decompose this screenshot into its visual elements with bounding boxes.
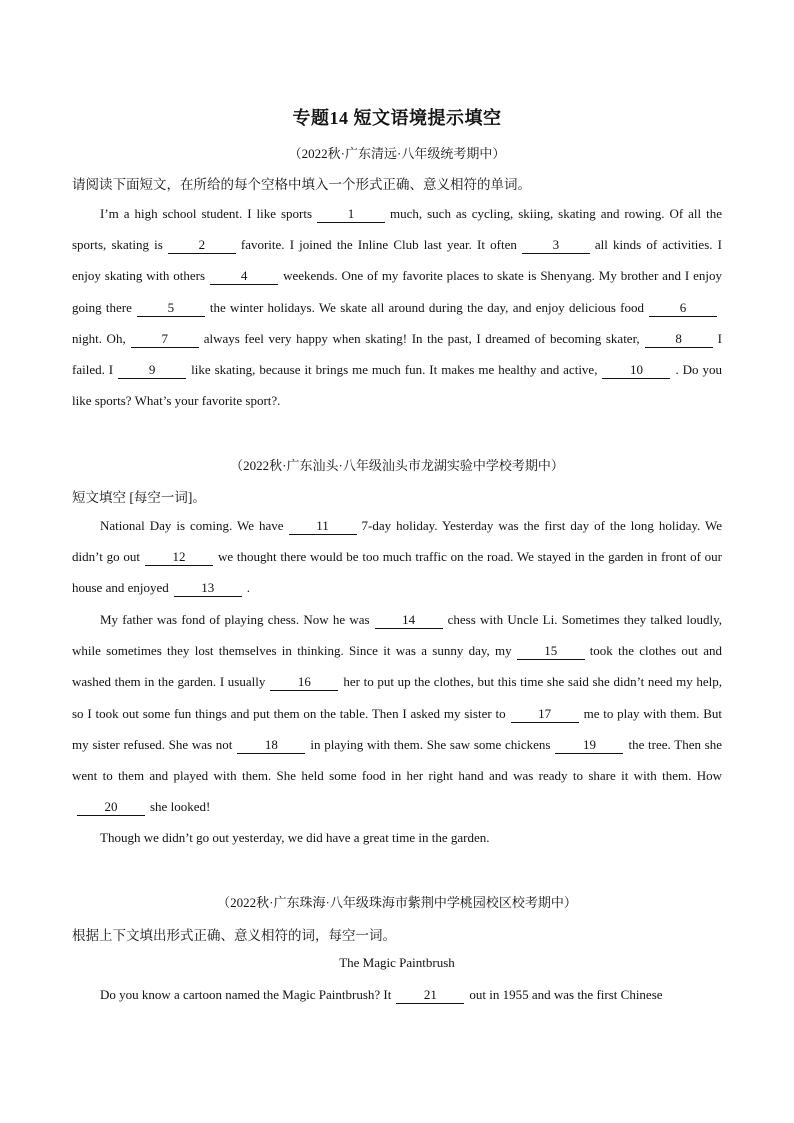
answer-blank[interactable]: 17 [511,706,579,723]
answer-blank[interactable]: 6 [649,300,717,317]
passage-text: . [246,580,251,596]
answer-blank[interactable]: 10 [602,362,670,379]
passage-text: she looked! [150,799,211,815]
answer-blank[interactable]: 2 [168,237,236,254]
passage-text: I’m a high school student. I like sports [100,206,313,221]
passage-text: much, such as cycling, skiing, skating and rowing. Of all the sports, skating is [72,206,722,253]
answer-blank[interactable]: 19 [555,737,623,754]
answer-blank[interactable]: 18 [237,737,305,754]
passage-text: Though we didn’t go out yesterday, we did have a great time in the garden. [100,830,490,845]
answer-blank[interactable]: 12 [145,549,213,566]
passage-text: night. Oh, [72,330,126,346]
passage-paragraph [72,198,722,416]
passage-text: always feel very happy when skating! In the past, I dreamed of becoming skater, [203,330,640,346]
passage-text: weekends. One of my favorite places to skate is Shenyang. My brother and I enjoy going there [72,268,722,315]
passage-text: Do you know a cartoon named the Magic Paintbrush? It [100,987,392,1002]
passage-text: we thought there would be too much traffic on the road. We stayed in the garden in front of our house and enjoyed [72,549,722,596]
page-title: 专题14 短文语境提示填空 [292,108,502,128]
answer-blank[interactable]: 5 [137,300,205,317]
section-instruction: 请阅读下面短文，在所给的每个空格中填入一个形式正确、意义相符的单词。 [72,177,531,192]
answer-blank[interactable]: 8 [645,331,713,348]
answer-blank[interactable]: 1 [317,206,385,223]
passage-text: 7-day holiday. Yesterday was the first day of the long holiday. We didn’t go out [72,518,722,565]
passage-paragraph [72,604,722,822]
passage-text: . Do you like sports? What’s your favorite sport?. [72,362,723,409]
answer-blank[interactable]: 21 [396,987,464,1004]
passage-text: My father was fond of playing chess. Now he was [100,612,370,627]
answer-blank[interactable]: 13 [174,580,242,597]
answer-blank[interactable]: 20 [77,799,145,816]
answer-blank[interactable]: 15 [517,643,585,660]
passage-text: all kinds of activities. I enjoy skating with others [72,237,722,284]
passage-paragraph [72,979,722,1010]
passage-text: her to put up the clothes, but this time she said she didn’t need my help, so I took out some fun things and put them on the table. Then I asked my sister to [72,674,722,721]
passage-text: chess with Uncle Li. Sometimes they talked loudly, while sometimes they lost themselves in thinking. Since it was a sunny day, my [72,612,722,659]
answer-blank[interactable]: 16 [270,674,338,691]
passage-text: National Day is coming. We have [100,518,284,533]
passage-text: took the clothes out and washed them in the garden. I usually [72,643,722,690]
section-instruction: 短文填空 [每空一词]。 [72,490,206,505]
answer-blank[interactable]: 11 [289,518,357,535]
passage-text: in playing with them. She saw some chickens [310,736,551,752]
passage-text: out in 1955 and was the first Chinese [469,987,663,1002]
passage-paragraph [72,510,722,604]
passage-paragraph [72,822,722,853]
answer-blank[interactable]: 9 [118,362,186,379]
passage-text: me to play with them. But my sister refused. She was not [72,705,722,752]
section-instruction: 根据上下文填出形式正确、意义相符的词，每空一词。 [72,928,396,943]
answer-blank[interactable]: 4 [210,268,278,285]
passage-text: I failed. I [72,330,722,378]
answer-blank[interactable]: 3 [522,237,590,254]
section-source: （2022秋·广东珠海·八年级珠海市紫荆中学桃园校区校考期中） [217,895,577,910]
passage-text: like skating, because it brings me much fun. It makes me healthy and active, [191,362,598,378]
passage-text: favorite. I joined the Inline Club last year. It often [240,237,517,253]
section-source: （2022秋·广东清远·八年级统考期中） [288,146,506,161]
passage-text: the winter holidays. We skate all around during the day, and enjoy delicious food [209,299,644,315]
passage-text: the tree. Then she went to them and played with them. She held some food in her right hand and was ready to share it with them. How [72,736,723,784]
passage-subtitle: The Magic Paintbrush [339,955,455,970]
answer-blank[interactable]: 7 [131,331,199,348]
answer-blank[interactable]: 14 [375,612,443,629]
section-source: （2022秋·广东汕头·八年级汕头市龙湖实验中学校考期中） [230,458,564,473]
